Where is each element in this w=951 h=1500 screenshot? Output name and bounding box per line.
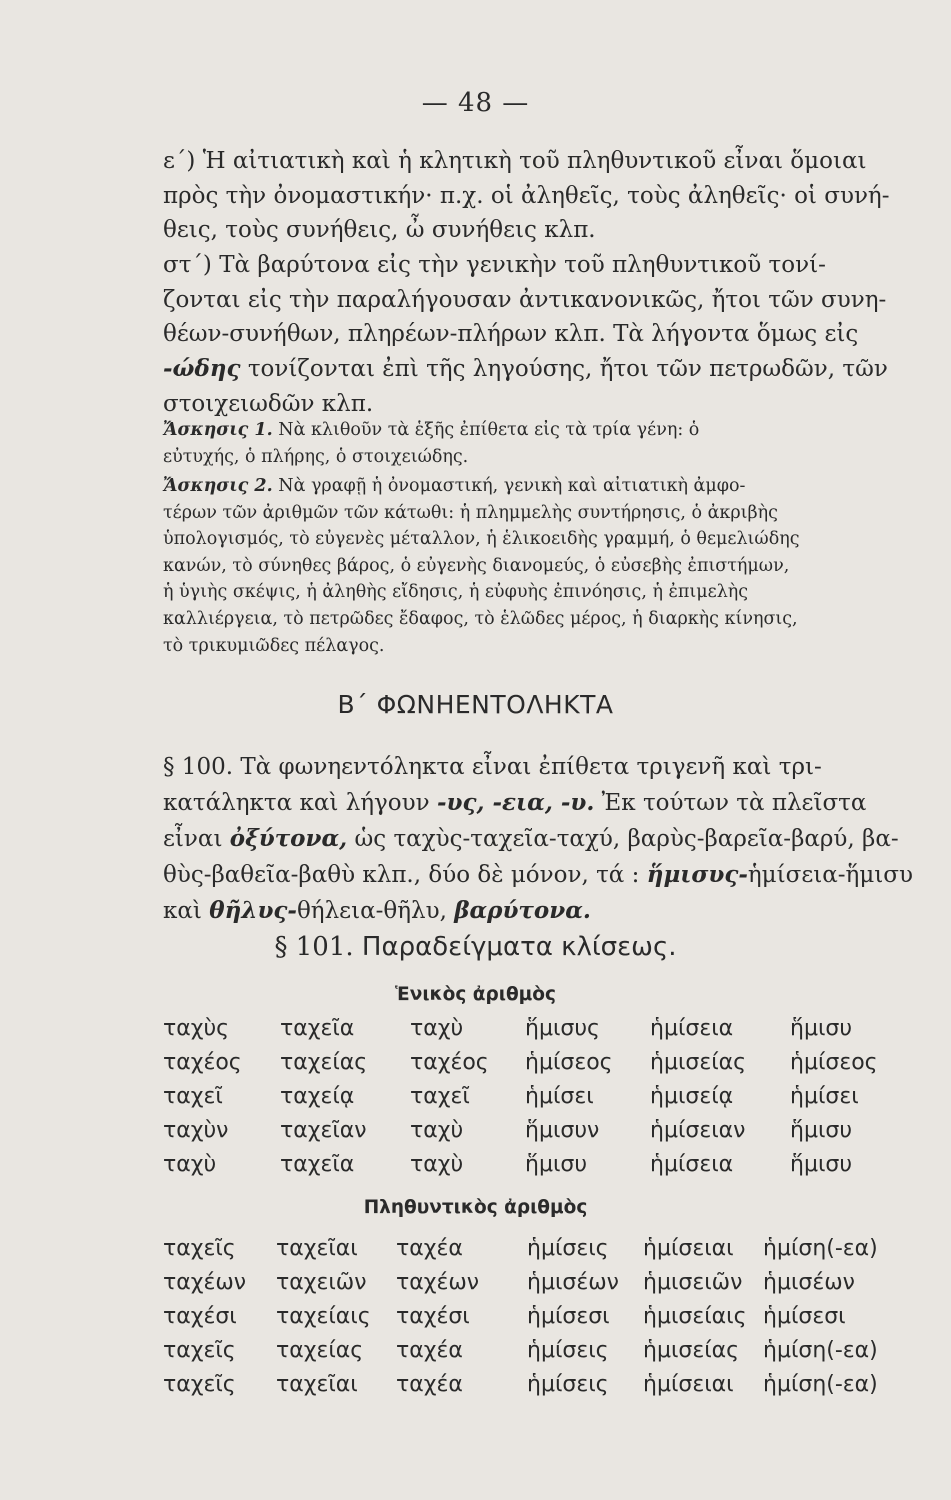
- table-cell: ἡμίσεος: [525, 1050, 613, 1075]
- table-cell: ταχέος: [410, 1050, 489, 1075]
- table-cell: ταχεῖαι: [276, 1372, 358, 1397]
- table-cell: ταχεῖα: [280, 1152, 355, 1177]
- term-bold: θῆλυς-: [209, 897, 297, 924]
- table-cell: ἡμίσει: [525, 1084, 594, 1109]
- page-number: — 48 —: [421, 88, 530, 118]
- table-cell: ταχείας: [280, 1050, 368, 1075]
- table-cell: ταχειῶν: [276, 1270, 367, 1295]
- text-line: στ΄) Τὰ βαρύτονα εἰς τὴν γενικὴν τοῦ πληθυντικοῦ τονί-: [163, 252, 826, 278]
- text-line: [163, 893, 898, 929]
- text-line: [163, 352, 898, 387]
- table-cell: ταχέα: [396, 1338, 463, 1363]
- table-cell: ἡμισείαις: [643, 1304, 747, 1329]
- text-line: τὸ τρικυμιῶδες πέλαγος.: [163, 635, 385, 656]
- exercise-1: [163, 417, 898, 470]
- text-span: καὶ: [163, 898, 210, 924]
- text-line: ε΄) Ἡ αἰτιατικὴ καὶ ἡ κλητικὴ τοῦ πληθυντικοῦ εἶναι ὅμοιαι: [163, 148, 867, 174]
- text-span: Ἐκ τούτων τὰ πλεῖστα: [594, 790, 867, 816]
- table-cell: ταχεῖαν: [280, 1118, 367, 1143]
- table-cell: ταχὺ: [410, 1152, 464, 1177]
- table-cell: ταχὺ: [410, 1118, 464, 1143]
- table-cell: ἡμισείας: [650, 1050, 747, 1075]
- text-line: εὐτυχής, ὁ πλήρης, ὁ στοιχειώδης.: [163, 446, 469, 467]
- table-cell: ἥμισυ: [790, 1118, 853, 1143]
- table-cell: ταχεῖς: [163, 1372, 236, 1397]
- text-line: ἡ ὑγιὴς σκέψις, ἡ ἀληθὴς εἴδησις, ἡ εὐφυὴς ἐπινόησις, ἡ ἐπιμελὴς: [163, 582, 749, 603]
- table-cell: ταχεῖ: [410, 1084, 470, 1109]
- table-cell: ταχέος: [163, 1050, 242, 1075]
- text-line: θέων-συνήθων, πληρέων-πλήρων κλπ. Τὰ λήγοντα ὅμως εἰς: [163, 321, 859, 348]
- table-cell: ἡμίσεσι: [763, 1304, 846, 1329]
- table-cell: ἥμισυν: [525, 1118, 600, 1143]
- exercise-label: Ἄσκησις 1.: [163, 420, 273, 440]
- text-span: ὡς ταχὺς-ταχεῖα-ταχύ, βαρὺς-βαρεῖα-βαρύ, βα-: [347, 826, 899, 852]
- text-span: εἶναι: [163, 826, 230, 852]
- table-cell: ταχείᾳ: [280, 1084, 355, 1109]
- paragraph-st: [163, 248, 898, 422]
- exercise-2: [163, 473, 898, 659]
- table-cell: ταχείαις: [276, 1304, 371, 1329]
- section-100: [163, 750, 913, 929]
- table-cell: ταχεῖ: [163, 1084, 223, 1109]
- table-cell: ταχείας: [276, 1338, 364, 1363]
- table-cell: ἡμίσεια: [650, 1016, 734, 1041]
- table-cell: ἡμισείας: [643, 1338, 740, 1363]
- section-101-title: [0, 932, 951, 962]
- table-cell: ταχέα: [396, 1236, 463, 1261]
- text-line: [163, 857, 913, 893]
- table-cell: ἡμίσεος: [790, 1050, 878, 1075]
- section-heading: Β΄ ΦΩΝΗΕΝΤΟΛΗΚΤΑ: [337, 690, 614, 719]
- text-line: [163, 785, 898, 821]
- table-cell: ἡμίση(-εα): [763, 1372, 878, 1397]
- text-line: [163, 821, 898, 857]
- table-cell: ἡμίσειαι: [643, 1372, 734, 1397]
- table-cell: ἡμίσεις: [527, 1372, 609, 1397]
- text-span: θὺς-βαθεῖα-βαθὺ κλπ., δύο δὲ μόνον, τά :: [163, 862, 647, 888]
- table-cell: ἡμίσεις: [527, 1236, 609, 1261]
- table-cell: ταχεῖς: [163, 1236, 236, 1261]
- table-cell: ἡμίσεια: [650, 1152, 734, 1177]
- table-cell: ταχέων: [163, 1270, 247, 1295]
- endings-bold: -υς, -εια, -υ.: [436, 789, 595, 816]
- table-cell: ταχέσι: [163, 1304, 237, 1329]
- table-cell: ταχεῖαι: [276, 1236, 358, 1261]
- text-line: ὑπολογισμός, τὸ εὐγενὲς μέταλλον, ἡ ἑλικοειδὴς γραμμή, ὁ θεμελιώδης: [163, 529, 800, 550]
- term-bold: ὀξύτονα,: [229, 825, 348, 852]
- paragraph-e: [163, 144, 898, 248]
- table-cell: ταχεῖα: [280, 1016, 355, 1041]
- table-cell: ἡμισειῶν: [643, 1270, 743, 1295]
- ending-bold: -ώδης: [163, 355, 241, 383]
- text-line: στοιχειωδῶν κλπ.: [163, 390, 374, 417]
- text-span: ἡμίσεια-ἥμισυ: [747, 862, 913, 888]
- table-cell: ταχέσι: [396, 1304, 470, 1329]
- text-span: Νὰ γραφῇ ἡ ὀνομαστική, γενικὴ καὶ αἰτιατικὴ ἀμφο-: [272, 476, 746, 496]
- table-cell: ταχὺς: [163, 1016, 230, 1041]
- table-cell: ἡμισέων: [527, 1270, 619, 1295]
- table-cell: ταχὺ: [163, 1152, 217, 1177]
- table-cell: ἥμισυ: [790, 1152, 853, 1177]
- plural-heading: Πληθυντικὸς ἀριθμὸς: [363, 1197, 588, 1218]
- text-line: [163, 417, 898, 444]
- text-line: ζονται εἰς τὴν παραλήγουσαν ἀντικανονικῶς, ἤτοι τῶν συνη-: [163, 286, 887, 313]
- table-cell: ταχέα: [396, 1372, 463, 1397]
- section-title: Παραδείγματα κλίσεως.: [361, 932, 677, 962]
- table-cell: ἡμίσειαν: [650, 1118, 746, 1143]
- table-cell: ἡμίσει: [790, 1084, 859, 1109]
- table-cell: ταχέων: [396, 1270, 480, 1295]
- text-span: Νὰ κλιθοῦν τὰ ἑξῆς ἐπίθετα εἰς τὰ τρία γένη: ὁ: [272, 420, 700, 440]
- table-cell: ἥμισυ: [525, 1152, 588, 1177]
- table-cell: ἡμισείᾳ: [650, 1084, 734, 1109]
- text-line: [163, 473, 898, 500]
- text-span: κατάληκτα καὶ λήγουν: [163, 790, 437, 816]
- text-line: τέρων τῶν ἀριθμῶν τῶν κάτωθι: ἡ πλημμελὴς συντήρησις, ὁ ἀκριβὴς: [163, 502, 778, 523]
- table-cell: ἡμίση(-εα): [763, 1236, 878, 1261]
- table-cell: ἡμίσεις: [527, 1338, 609, 1363]
- table-cell: ταχὺ: [410, 1016, 464, 1041]
- term-bold: ἥμισυς-: [646, 861, 748, 888]
- text-line: καλλιέργεια, τὸ πετρῶδες ἔδαφος, τὸ ἑλῶδες μέρος, ἡ διαρκὴς κίνησις,: [163, 608, 798, 629]
- table-cell: ταχὺν: [163, 1118, 229, 1143]
- text-line: θεις, τοὺς συνήθεις, ὦ συνήθεις κλπ.: [163, 217, 596, 244]
- text-line: § 100. Τὰ φωνηεντόληκτα εἶναι ἐπίθετα τριγενῆ καὶ τρι-: [163, 754, 822, 780]
- text-span: τονίζονται ἐπὶ τῆς ληγούσης, ἤτοι τῶν πετρωδῶν, τῶν: [240, 356, 888, 383]
- section-number: § 101.: [274, 932, 354, 962]
- table-cell: ἡμίσειαι: [643, 1236, 734, 1261]
- text-line: κανών, τὸ σύνηθες βάρος, ὁ εὐγενὴς διανομεύς, ὁ εὐσεβὴς ἐπιστήμων,: [163, 555, 790, 576]
- exercise-label: Ἄσκησις 2.: [163, 476, 273, 496]
- singular-heading: Ἑνικὸς ἀριθμὸς: [395, 984, 556, 1005]
- table-cell: ἡμισέων: [763, 1270, 855, 1295]
- table-cell: ἡμίσεσι: [527, 1304, 610, 1329]
- text-span: θήλεια-θῆλυ,: [296, 898, 455, 924]
- text-line: πρὸς τὴν ὀνομαστικήν· π.χ. οἱ ἀληθεῖς, τοὺς ἀληθεῖς· οἱ συνή-: [163, 182, 890, 209]
- table-cell: ἥμισυς: [525, 1016, 600, 1041]
- table-cell: ἥμισυ: [790, 1016, 853, 1041]
- term-bold: βαρύτονα.: [454, 897, 591, 924]
- table-cell: ἡμίση(-εα): [763, 1338, 878, 1363]
- table-cell: ταχεῖς: [163, 1338, 236, 1363]
